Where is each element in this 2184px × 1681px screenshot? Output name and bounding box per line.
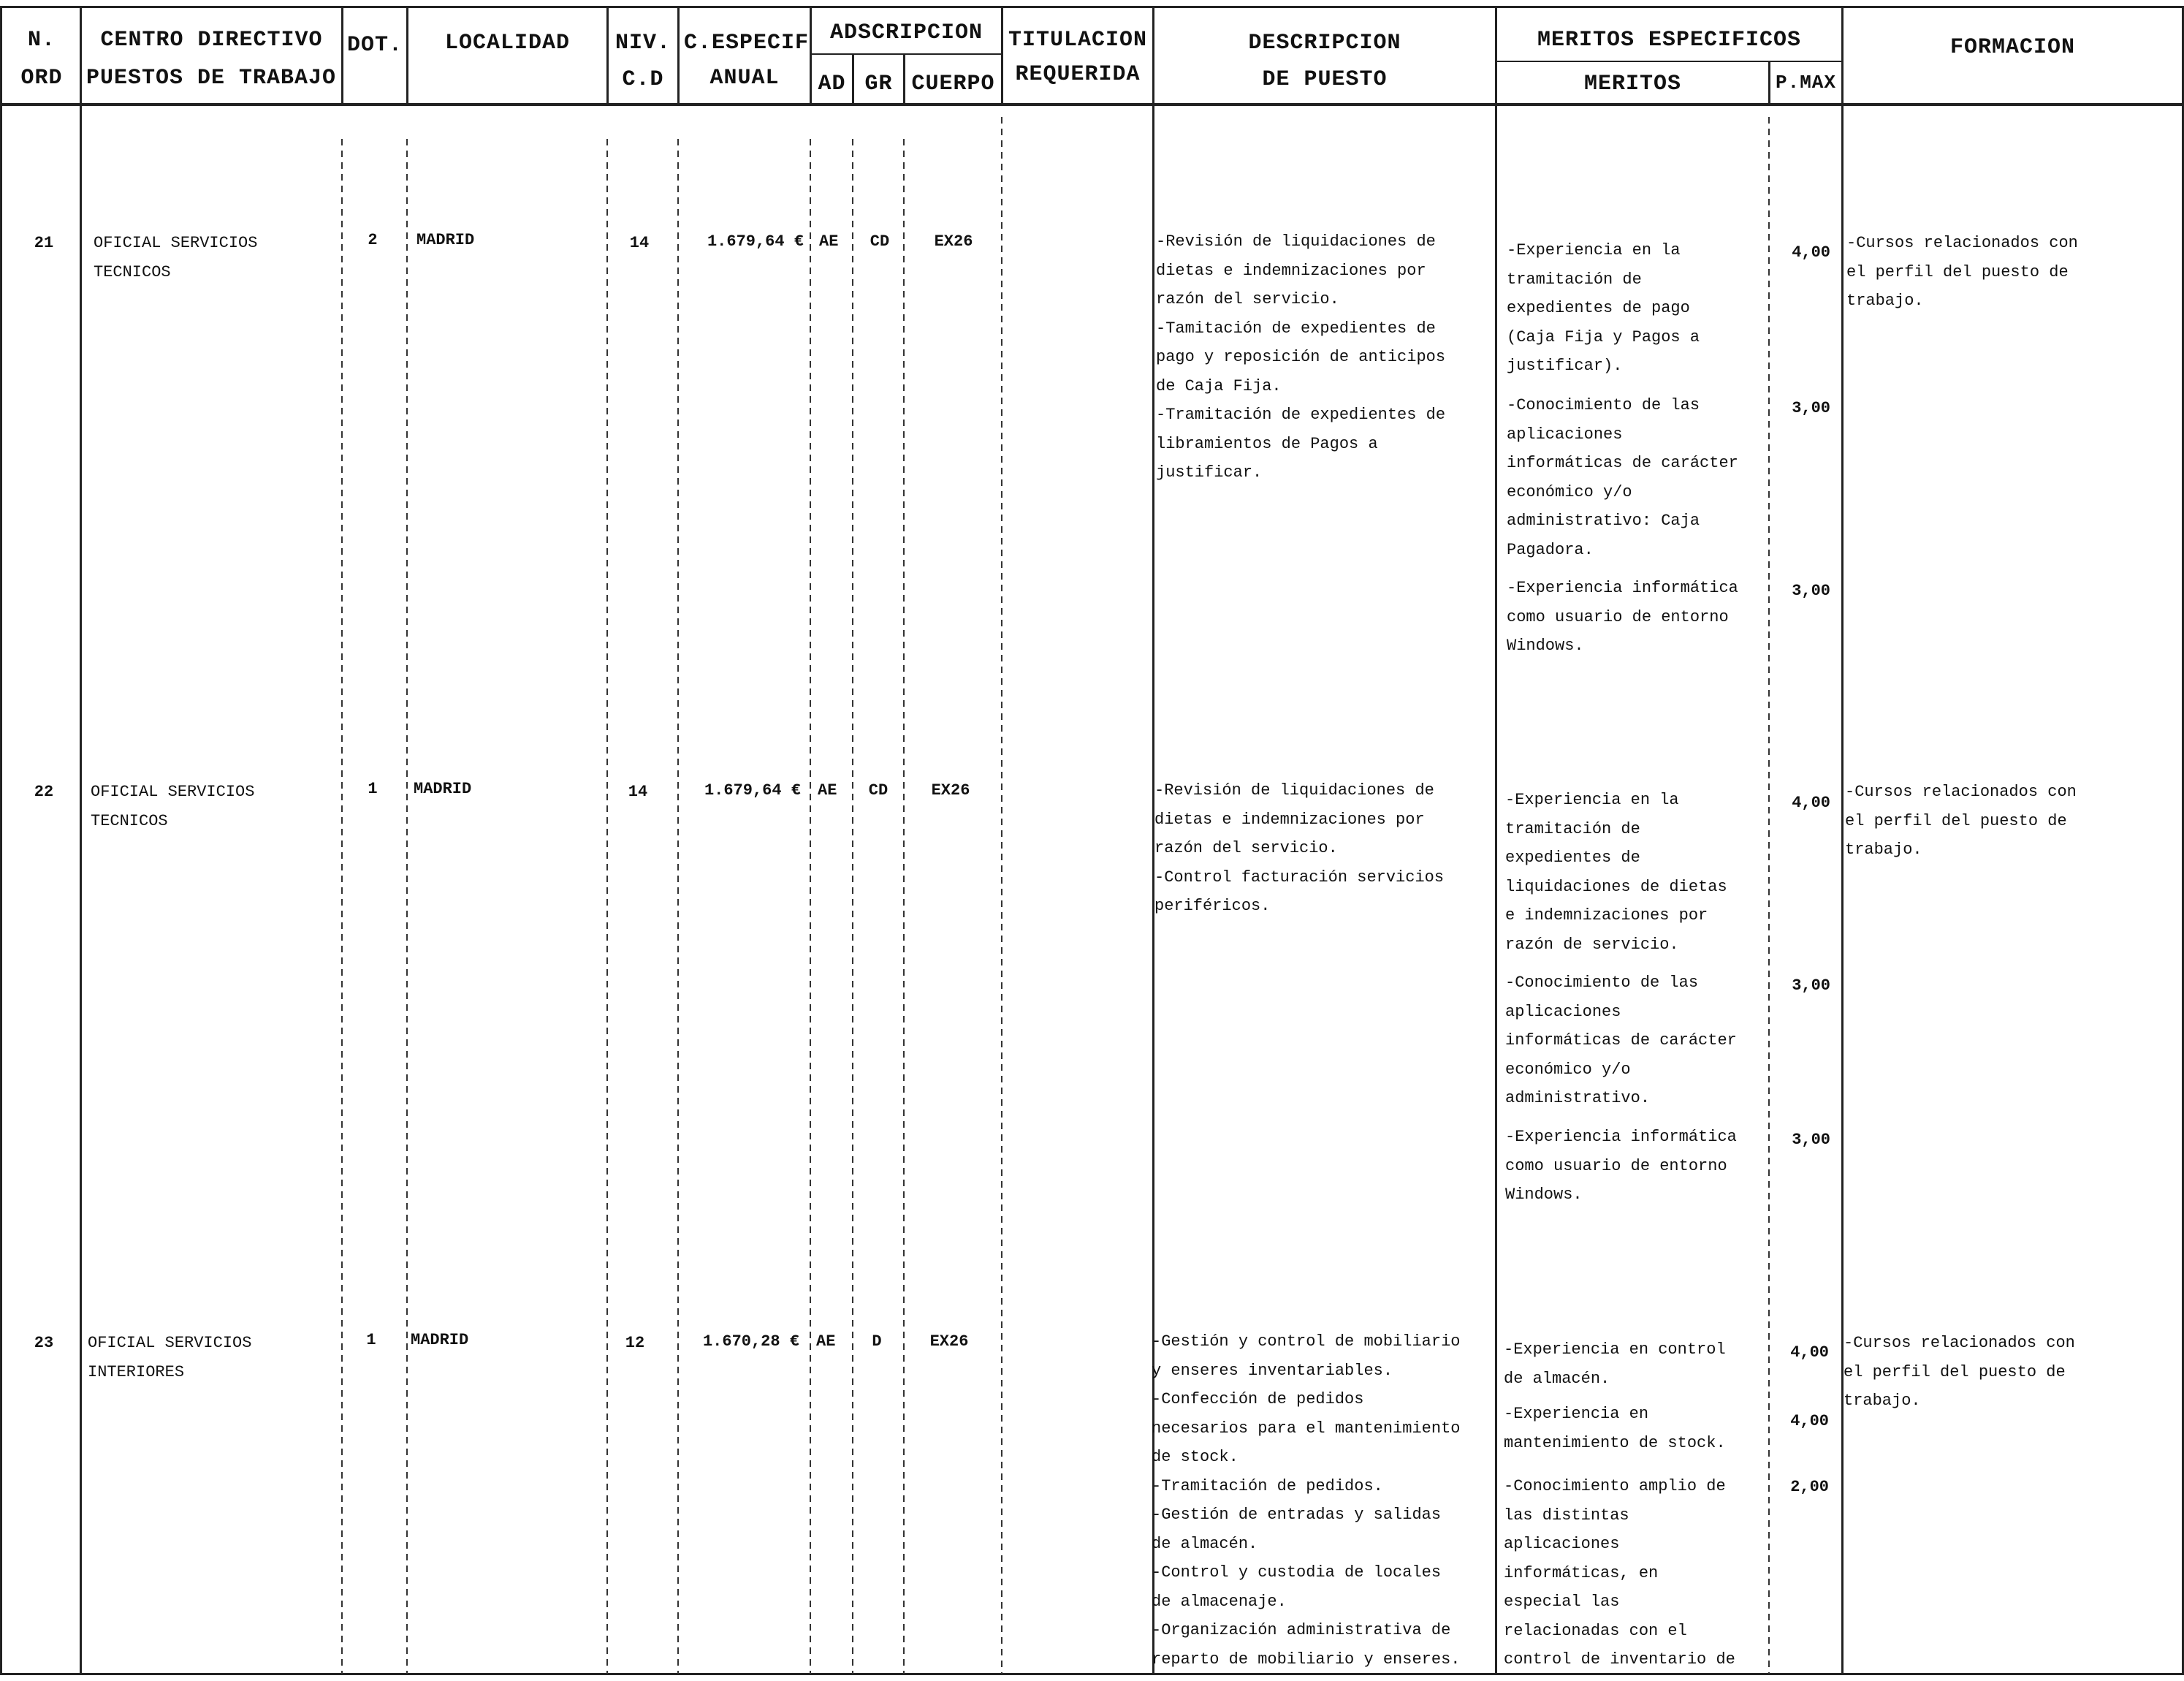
merito-line: administrativo: Caja bbox=[1507, 512, 1700, 530]
descripcion-line: razón del servicio. bbox=[1154, 839, 1338, 857]
header-puestos-trabajo: PUESTOS DE TRABAJO bbox=[86, 66, 337, 91]
row-dot: 1 bbox=[366, 1331, 376, 1349]
row-pmax: 3,00 bbox=[1792, 976, 1830, 995]
col-line-dashed bbox=[406, 139, 408, 1674]
formacion-line: trabajo. bbox=[1846, 292, 1924, 310]
descripcion-line: -Tamitación de expedientes de bbox=[1156, 319, 1436, 338]
header-pmax: P.MAX bbox=[1775, 72, 1836, 94]
merito-line: mantenimiento de stock. bbox=[1504, 1433, 1726, 1452]
header-meritos: MERITOS bbox=[1583, 72, 1682, 96]
row-localidad: MADRID bbox=[414, 780, 472, 798]
formacion-line: -Cursos relacionados con bbox=[1844, 1334, 2075, 1352]
descripcion-line: -Revisión de liquidaciones de bbox=[1156, 232, 1436, 251]
puesto-line: TECNICOS bbox=[94, 262, 171, 281]
row-merito bbox=[1505, 968, 1737, 1113]
row-c-especif: 1.679,64 € bbox=[704, 781, 801, 800]
descripcion-line: y enseres inventariables. bbox=[1152, 1361, 1393, 1380]
col-line-dashed bbox=[810, 139, 811, 1674]
header-ord: ORD bbox=[20, 66, 63, 91]
merito-line: especial las bbox=[1504, 1593, 1620, 1611]
header-n-ord: N. bbox=[27, 28, 56, 53]
col-line bbox=[0, 6, 2, 1675]
row-gr: D bbox=[872, 1332, 882, 1351]
row-merito bbox=[1505, 1123, 1737, 1210]
row-descripcion bbox=[1154, 776, 1444, 921]
header-localidad: LOCALIDAD bbox=[444, 31, 571, 56]
col-line-dashed bbox=[903, 139, 905, 1674]
header-descripcion: DESCRIPCION bbox=[1248, 31, 1401, 56]
row-pmax: 4,00 bbox=[1792, 794, 1830, 812]
header-de-puesto: DE PUESTO bbox=[1262, 67, 1388, 92]
merito-line: relacionadas con el bbox=[1504, 1621, 1687, 1640]
row-localidad: MADRID bbox=[416, 231, 475, 249]
col-line-dashed bbox=[606, 139, 608, 1674]
formacion-line: trabajo. bbox=[1844, 1392, 1921, 1410]
descripcion-line: -Confección de pedidos bbox=[1152, 1390, 1364, 1408]
row-ad: AE bbox=[816, 1332, 836, 1351]
merito-line: aplicaciones bbox=[1507, 425, 1623, 444]
descripcion-line: de stock. bbox=[1152, 1448, 1239, 1466]
merito-line: informáticas, en bbox=[1504, 1563, 1659, 1582]
row-merito bbox=[1507, 391, 1738, 564]
row-pmax: 3,00 bbox=[1792, 1131, 1830, 1149]
row-niv: 12 bbox=[625, 1334, 645, 1352]
row-cuerpo: EX26 bbox=[931, 781, 970, 800]
descripcion-line: pago y reposición de anticipos bbox=[1156, 348, 1446, 366]
row-pmax: 2,00 bbox=[1790, 1478, 1829, 1496]
descripcion-line: de almacenaje. bbox=[1152, 1592, 1287, 1611]
row-merito bbox=[1504, 1335, 1726, 1393]
header-centro-directivo: CENTRO DIRECTIVO bbox=[100, 28, 323, 53]
merito-line: e indemnizaciones por bbox=[1505, 906, 1708, 925]
formacion-line: trabajo. bbox=[1845, 840, 1922, 859]
descripcion-line: libramientos de Pagos a bbox=[1156, 434, 1378, 453]
merito-line: -Experiencia informática bbox=[1505, 1128, 1737, 1146]
merito-line: informáticas de carácter bbox=[1507, 454, 1738, 472]
merito-line: Windows. bbox=[1507, 637, 1584, 655]
merito-line: -Experiencia en la bbox=[1507, 241, 1681, 259]
row-dot: 2 bbox=[368, 231, 378, 249]
header-cuerpo: CUERPO bbox=[911, 72, 995, 96]
col-line-dashed bbox=[1001, 117, 1002, 1674]
row-n-ord: 23 bbox=[34, 1334, 54, 1352]
descripcion-line: razón del servicio. bbox=[1156, 290, 1339, 308]
row-cuerpo: EX26 bbox=[934, 232, 973, 251]
descripcion-line: de almacén. bbox=[1152, 1534, 1258, 1553]
row-cuerpo: EX26 bbox=[929, 1332, 969, 1351]
meritos-divider bbox=[1496, 61, 1841, 62]
merito-line: tramitación de bbox=[1507, 270, 1642, 289]
merito-line: expedientes de pago bbox=[1507, 299, 1690, 317]
header-adscripcion: ADSCRIPCION bbox=[829, 20, 983, 45]
puesto-line: OFICIAL SERVICIOS bbox=[94, 234, 258, 252]
row-merito bbox=[1504, 1472, 1735, 1674]
row-puesto bbox=[91, 778, 254, 835]
row-formacion bbox=[1845, 778, 2077, 865]
merito-line: Windows. bbox=[1505, 1185, 1583, 1204]
descripcion-line: reparto de mobiliario y enseres. bbox=[1152, 1650, 1461, 1669]
merito-line: aplicaciones bbox=[1504, 1535, 1620, 1553]
merito-line: como usuario de entorno bbox=[1505, 1156, 1727, 1175]
descripcion-line: de Caja Fija. bbox=[1156, 376, 1282, 395]
row-ad: AE bbox=[819, 232, 839, 251]
row-puesto bbox=[88, 1329, 251, 1386]
merito-line: justificar). bbox=[1507, 357, 1623, 375]
descripcion-line: -Revisión de liquidaciones de bbox=[1154, 781, 1434, 800]
row-merito bbox=[1507, 574, 1738, 661]
merito-line: económico y/o bbox=[1505, 1060, 1631, 1079]
adscripcion-divider bbox=[811, 53, 1002, 55]
row-pmax: 3,00 bbox=[1792, 399, 1830, 417]
descripcion-line: -Gestión de entradas y salidas bbox=[1152, 1506, 1442, 1524]
descripcion-line: justificar. bbox=[1156, 463, 1263, 482]
puesto-line: OFICIAL SERVICIOS bbox=[88, 1334, 252, 1352]
row-formacion bbox=[1846, 229, 2078, 316]
header-dot: DOT. bbox=[346, 33, 403, 58]
formacion-line: el perfil del puesto de bbox=[1846, 262, 2069, 281]
descripcion-line: periféricos. bbox=[1154, 897, 1271, 915]
descripcion-line: -Tramitación de pedidos. bbox=[1152, 1476, 1383, 1495]
row-niv: 14 bbox=[628, 783, 648, 801]
merito-line: económico y/o bbox=[1507, 482, 1632, 501]
puesto-line: OFICIAL SERVICIOS bbox=[91, 783, 255, 801]
merito-line: aplicaciones bbox=[1505, 1002, 1621, 1021]
col-line bbox=[406, 6, 408, 105]
row-merito bbox=[1505, 786, 1727, 959]
descripcion-line: necesarios para el mantenimiento bbox=[1152, 1419, 1461, 1438]
row-pmax: 4,00 bbox=[1790, 1343, 1829, 1362]
row-c-especif: 1.679,64 € bbox=[707, 232, 804, 251]
header-formacion: FORMACION bbox=[1949, 35, 2076, 60]
merito-line: razón de servicio. bbox=[1505, 935, 1679, 954]
row-gr: CD bbox=[868, 781, 889, 800]
row-gr: CD bbox=[870, 232, 890, 251]
puesto-line: TECNICOS bbox=[91, 811, 168, 830]
row-localidad: MADRID bbox=[411, 1331, 469, 1349]
puesto-line: INTERIORES bbox=[88, 1362, 185, 1381]
header-ad: AD bbox=[818, 72, 846, 96]
merito-line: -Experiencia en control bbox=[1504, 1340, 1726, 1359]
row-pmax: 3,00 bbox=[1792, 582, 1830, 600]
col-line bbox=[80, 6, 82, 1675]
descripcion-line: -Tramitación de expedientes de bbox=[1156, 406, 1446, 424]
header-anual: ANUAL bbox=[709, 66, 780, 91]
col-line bbox=[1841, 6, 1844, 1675]
row-n-ord: 21 bbox=[34, 234, 54, 252]
descripcion-line: -Control facturación servicios bbox=[1154, 868, 1445, 887]
merito-line: -Experiencia en la bbox=[1505, 791, 1679, 809]
header-requerida: REQUERIDA bbox=[1015, 62, 1141, 87]
col-line bbox=[1495, 6, 1497, 1675]
merito-line: Pagadora. bbox=[1507, 540, 1594, 559]
col-line-dashed bbox=[1768, 117, 1770, 1674]
formacion-line: el perfil del puesto de bbox=[1844, 1362, 2066, 1381]
col-line-dashed bbox=[341, 139, 343, 1674]
merito-line: administrativo. bbox=[1505, 1089, 1651, 1107]
header-niv: NIV. bbox=[615, 31, 671, 56]
merito-line: (Caja Fija y Pagos a bbox=[1507, 327, 1700, 346]
formacion-line: el perfil del puesto de bbox=[1845, 811, 2067, 830]
row-merito bbox=[1507, 236, 1700, 381]
row-dot: 1 bbox=[368, 780, 378, 798]
header-cd: C.D bbox=[622, 67, 664, 92]
col-line bbox=[1001, 6, 1003, 105]
row-merito bbox=[1504, 1400, 1726, 1457]
merito-line: las distintas bbox=[1504, 1506, 1629, 1525]
merito-line: -Experiencia informática bbox=[1507, 579, 1738, 597]
header-titulacion: TITULACION bbox=[1008, 28, 1148, 53]
header-c-especif: C.ESPECIF bbox=[684, 31, 810, 56]
merito-line: control de inventario de bbox=[1504, 1650, 1735, 1669]
header-meritos-especificos: MERITOS ESPECIFICOS bbox=[1537, 28, 1802, 53]
row-pmax: 4,00 bbox=[1792, 243, 1830, 262]
col-line-dashed bbox=[677, 139, 679, 1674]
descripcion-line: -Control y custodia de locales bbox=[1152, 1563, 1442, 1582]
merito-line: informáticas de carácter bbox=[1505, 1031, 1737, 1050]
col-line-dashed bbox=[852, 139, 853, 1674]
row-ad: AE bbox=[818, 781, 837, 800]
merito-line: -Conocimiento de las bbox=[1507, 396, 1700, 414]
row-formacion bbox=[1844, 1329, 2075, 1416]
row-pmax: 4,00 bbox=[1790, 1412, 1829, 1430]
descripcion-line: -Organización administrativa de bbox=[1152, 1621, 1451, 1639]
merito-line: -Experiencia en bbox=[1504, 1405, 1649, 1423]
formacion-line: -Cursos relacionados con bbox=[1846, 234, 2078, 252]
descripcion-line: -Gestión y control de mobiliario bbox=[1152, 1332, 1461, 1351]
row-descripcion bbox=[1152, 1327, 1460, 1674]
merito-line: expedientes de bbox=[1505, 849, 1640, 867]
merito-line: como usuario de entorno bbox=[1507, 607, 1729, 626]
row-descripcion bbox=[1156, 227, 1445, 487]
descripcion-line: dietas e indemnizaciones por bbox=[1154, 810, 1425, 829]
top-border bbox=[0, 6, 2184, 8]
header-gr: GR bbox=[864, 72, 893, 96]
formacion-line: -Cursos relacionados con bbox=[1845, 783, 2077, 801]
header-divider bbox=[0, 103, 2184, 106]
descripcion-line: dietas e indemnizaciones por bbox=[1156, 261, 1426, 280]
merito-line: liquidaciones de dietas bbox=[1505, 877, 1727, 896]
row-n-ord: 22 bbox=[34, 783, 54, 801]
merito-line: tramitación de bbox=[1505, 819, 1640, 838]
merito-line: -Conocimiento amplio de bbox=[1504, 1477, 1726, 1495]
row-niv: 14 bbox=[629, 234, 650, 252]
row-c-especif: 1.670,28 € bbox=[702, 1332, 799, 1351]
row-puesto bbox=[94, 229, 257, 287]
merito-line: de almacén. bbox=[1504, 1369, 1610, 1388]
merito-line: -Conocimiento de las bbox=[1505, 974, 1699, 992]
bottom-border bbox=[0, 1673, 2184, 1675]
